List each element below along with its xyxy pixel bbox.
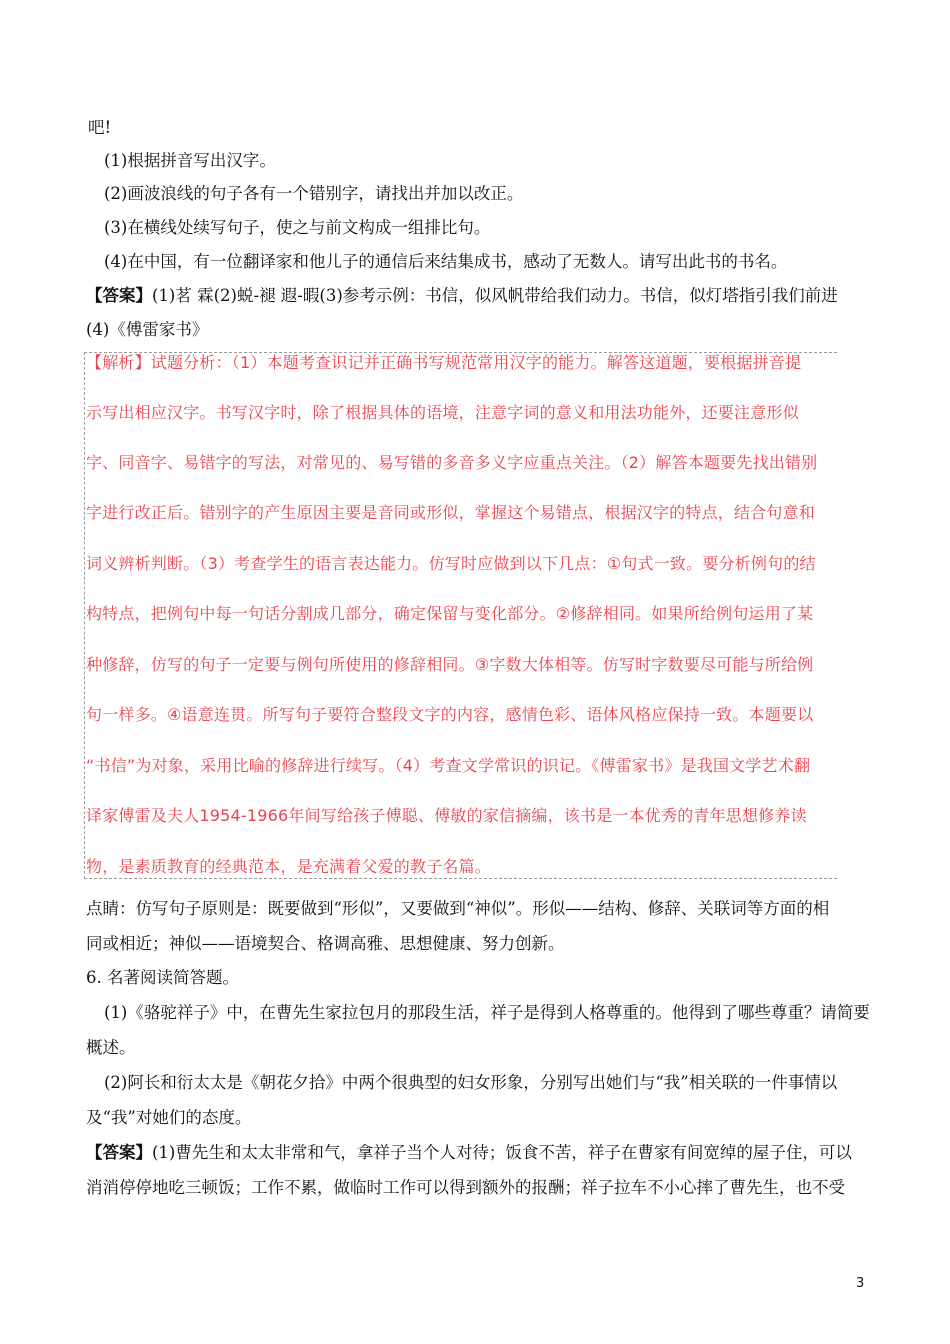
question-2: (2)画波浪线的句子各有一个错别字，请找出并加以改正。 [104,184,524,203]
answer-2-line-2: 消消停停地吃三顿饭；工作不累，做临时工作可以得到额外的报酬；祥子拉车不小心摔了曹先生，也不受 [86,1178,845,1197]
question-6-2-line-2: 及“我”对她们的态度。 [86,1108,252,1127]
answer-1-line-2: (4)《傅雷家书》 [86,320,209,339]
answer-2-line-1 [0,1142,950,1164]
answer-label: 【答案】 [86,1143,152,1162]
answer-1-line-1 [0,285,950,307]
tip-line-2: 同或相近；神似——语境契合、格调高雅、思想健康、努力创新。 [86,934,565,953]
analysis-line: 译家傅雷及夫人1954-1966年间写给孩子傅聪、傅敏的家信摘编，该书是一本优秀的青年思想修养读 [86,806,807,825]
analysis-line: 示写出相应汉字。书写汉字时，除了根据具体的语境，注意字词的意义和用法功能外，还要注意形似 [86,403,799,422]
answer-label: 【答案】 [86,286,152,305]
question-1: (1)根据拼音写出汉字。 [104,151,276,170]
analysis-line: 句一样多。④语意连贯。所写句子要符合整段文字的内容，感情色彩、语体风格应保持一致。本题要以 [86,705,814,724]
tip-line-1: 点睛：仿写句子原则是：既要做到“形似”，又要做到“神似”。形似——结构、修辞、关联词等方面的相 [86,899,830,918]
answer-text: (1)茗 霖(2)蜕-褪 遐-暇(3)参考示例：书信，似风帆带给我们动力。书信，似灯塔指引我们前进 [152,286,838,305]
analysis-line: 字、同音字、易错字的写法，对常见的、易写错的多音多义字应重点关注。（2）解答本题要先找出错别 [86,453,818,472]
continued-text: 吧! [88,118,112,137]
page-number: 3 [856,1276,865,1291]
answer-text: (1)曹先生和太太非常和气，拿祥子当个人对待；饭食不苦，祥子在曹家有间宽绰的屋子住，可以 [152,1143,852,1162]
question-4: (4)在中国，有一位翻译家和他儿子的通信后来结集成书，感动了无数人。请写出此书的书名。 [104,252,788,271]
question-3: (3)在横线处续写句子，使之与前文构成一组排比句。 [104,218,491,237]
question-6-1-line-1: (1)《骆驼祥子》中，在曹先生家拉包月的那段生活，祥子是得到人格尊重的。他得到了哪些尊重？请简要 [104,1003,870,1022]
analysis-line: 构特点，把例句中每一句话分割成几部分，确定保留与变化部分。②修辞相同。如果所给例句运用了某 [86,604,814,623]
analysis-line: 字进行改正后。错别字的产生原因主要是音同或形似，掌握这个易错点，根据汉字的特点，结合句意和 [86,503,816,522]
analysis-line: 种修辞，仿写的句子一定要与例句所使用的修辞相同。③字数大体相等。仿写时字数要尽可能与所给例 [86,655,814,674]
analysis-line: 【解析】试题分析：（1）本题考查识记并正确书写规范常用汉字的能力。解答这道题，要根据拼音提 [86,353,802,372]
analysis-line: 物，是素质教育的经典范本，是充满着父爱的教子名篇。 [86,857,492,876]
analysis-line: “书信”为对象，采用比喻的修辞进行续写。（4）考查文学常识的识记。《傅雷家书》是我国文学艺术翻 [86,756,811,775]
question-6-1-line-2: 概述。 [86,1038,136,1057]
question-6-2-line-1: (2)阿长和衍太太是《朝花夕拾》中两个很典型的妇女形象，分别写出她们与“我”相关联的一件事情以 [104,1073,838,1092]
analysis-line: 词义辨析判断。（3）考查学生的语言表达能力。仿写时应做到以下几点：①句式一致。要分析例句的结 [86,554,816,573]
question-6-title: 6. 名著阅读简答题。 [86,968,239,987]
